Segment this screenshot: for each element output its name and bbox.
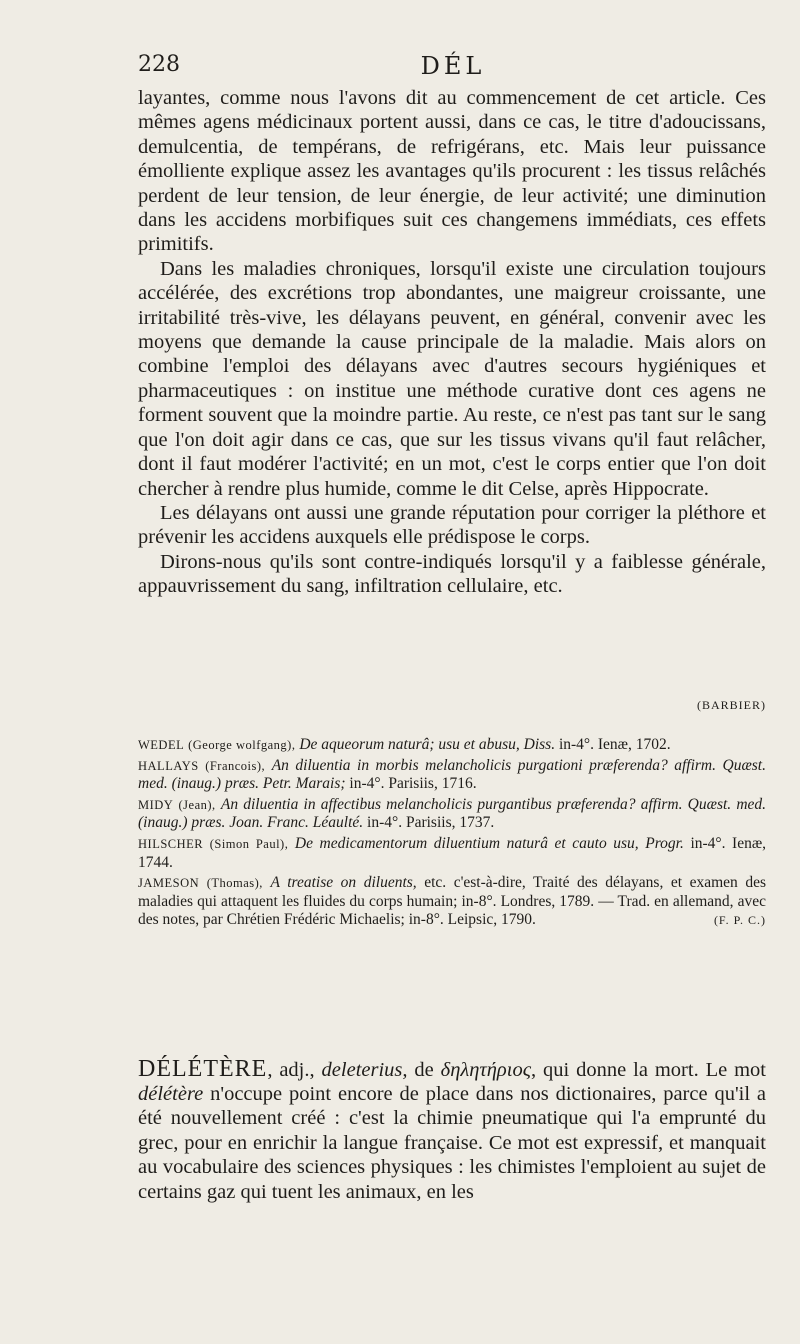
bib-author-name: (Thomas), (206, 876, 263, 891)
bib-details: in-4°. Ienæ, 1744. (138, 834, 767, 871)
entry-greek: δηλητήριος (440, 1058, 532, 1081)
bib-details: in-4°. Parisiis, 1737. (367, 814, 495, 832)
page-number: 228 (138, 52, 180, 77)
bib-details: in-4°. Parisiis, 1716. (349, 775, 477, 793)
bibliography (138, 736, 766, 932)
bib-author: HALLAYS (138, 758, 199, 773)
bibliography-entry (138, 736, 766, 755)
bib-title: An diluentia in affectibus melancholicis purgantibus præferenda? affirm. Quæst. med. (inaug.) præs. Joan. Franc. Léaulté. (138, 795, 767, 832)
paragraph-3: Les délayans ont aussi une grande réputation pour corriger la pléthore et prévenir les accidens auxquels elle prédispose le corps. (138, 501, 766, 549)
bibliography-entry (138, 874, 766, 930)
entry-term: délétère (138, 1082, 204, 1105)
bib-initials: (F. P. C.) (713, 913, 766, 928)
entry-text: n'occupe point encore de place dans nos dictionaires, parce qu'il a été nouvellement créé : c'est la chimie pneumatique qui l'a emprunté du grec, pour en enrichir la langue française. Ce mot est expressif, et manquait au vocabulaire des sciences physiques : les chimistes l'emploient au sujet de certains gaz qui tuent les animaux, en les (138, 1082, 766, 1203)
bibliography-entry (138, 796, 766, 833)
paragraph-2: Dans les maladies chroniques, lorsqu'il existe une circulation toujours accélérée, des excrétions trop abondantes, une maigreur croissante, une irritabilité très-vive, les délayans peuvent, en général, convenir avec les moyens que demande la cause principale de la maladie. Mais alors on combine l'emploi des délayans avec d'autres secours hygiéniques et pharmaceutiques : on institue une méthode curative dont ces agens ne forment souvent que la moindre partie. Au reste, ce n'est pas tant sur le sang que l'on doit agir dans ce cas, que sur les tissus vivans qu'il faut relâcher, dont il faut modérer l'activité; en un mot, c'est le corps entier que l'on doit chercher à rendre plus humide, comme le dit Celse, après Hippocrate. (138, 257, 766, 500)
bib-details: etc. c'est-à-dire, Traité des délayans, et examen des maladies qui attaquent les fluides du corps humain; in-8°. Londres, 1789. — Trad. en allemand, avec des notes, par Chrétien Frédéric Michaelis; in-8°. Leipsic, 1790. (138, 874, 767, 929)
paragraph-4: Dirons-nous qu'ils sont contre-indiqués lorsqu'il y a faiblesse générale, appauvrissement du sang, infiltration cellulaire, etc. (138, 550, 766, 598)
bib-author-name: (Jean), (178, 797, 216, 812)
bib-title: De aqueorum naturâ; usu et abusu, Diss. (299, 736, 556, 753)
entry-text: , adj., (267, 1058, 322, 1081)
bib-details: in-4°. Ienæ, 1702. (558, 736, 671, 753)
entry-latin: deleterius, (321, 1058, 408, 1081)
bibliography-entry (138, 757, 766, 794)
page-header (138, 52, 768, 82)
article-body (138, 86, 766, 599)
bib-title: A treatise on diluents, (270, 874, 417, 892)
bib-author: MIDY (138, 797, 174, 812)
running-head: DÉL (420, 52, 486, 80)
bib-author: WEDEL (138, 738, 185, 752)
entry-headword: DÉLÉTÈRE (138, 1055, 268, 1082)
bib-author: HILSCHER (138, 836, 204, 851)
entry-text: , qui donne la mort. Le mot (531, 1058, 767, 1081)
dictionary-entry (138, 1057, 766, 1204)
bib-title: De medicamentorum diluentium naturâ et cauto usu, Progr. (294, 834, 684, 852)
bib-author-name: (George wolfgang), (188, 738, 296, 752)
bib-author-name: (Francois), (205, 758, 266, 773)
entry-text: de (407, 1058, 441, 1081)
bib-author-name: (Simon Paul), (209, 836, 289, 851)
bibliography-entry (138, 835, 766, 872)
bib-title: An diluentia in morbis melancholicis purgationi præferenda? affirm. Quæst. med. (inaug.) præs. Petr. Marais; (138, 756, 766, 793)
bib-author: JAMESON (138, 876, 200, 891)
paragraph-1: layantes, comme nous l'avons dit au commencement de cet article. Ces mêmes agens médicinaux portent aussi, dans ce cas, le titre d'adoucissans, demulcentia, de tempérans, de refrigérans, etc. Mais leur puissance émolliente explique assez les avantages qu'ils procurent : les tissus relâchés perdent de leur tension, de leur énergie, de leur activité; une diminution dans les accidens morbifiques suit ces changemens immédiats, ces effets primitifs. (138, 87, 766, 256)
author-signature: (BARBIER) (697, 698, 766, 712)
